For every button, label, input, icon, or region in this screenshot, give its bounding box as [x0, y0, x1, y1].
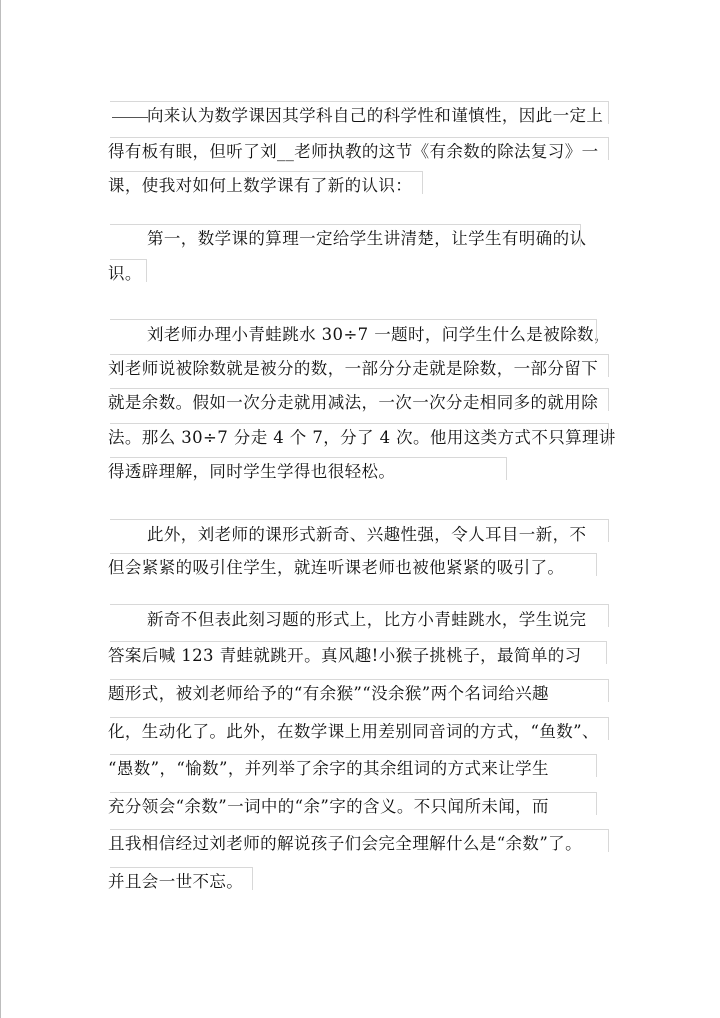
line-box-edge	[110, 829, 609, 852]
paragraph-line: 并且会一世不忘。	[108, 872, 244, 891]
line-box-edge	[110, 641, 607, 664]
line-box-edge	[110, 319, 597, 342]
paragraph-line: 新奇不但表此刻习题的形式上，比方小青蛙跳水，学生说完	[147, 610, 587, 629]
line-box-edge	[110, 423, 609, 446]
paragraph-line: 识。	[108, 264, 142, 283]
line-box-edge	[110, 867, 253, 890]
line-box-edge	[110, 604, 609, 627]
paragraph-line: 课，使我对如何上数学课有了新的认识：	[108, 176, 413, 195]
line-box-edge	[110, 354, 609, 377]
paragraph-line: 刘老师办理小青蛙跳水 30÷7 一题时，问学生什么是被除数，	[147, 325, 611, 344]
page-left-border	[0, 0, 1, 1018]
paragraph-line: 第一，数学课的算理一定给学生讲清楚，让学生有明确的认	[147, 229, 587, 248]
line-box-edge	[110, 792, 597, 815]
line-box-edge	[110, 224, 581, 247]
paragraph-line: 但会紧紧的吸引住学生，就连听课老师也被他紧紧的吸引了。	[108, 558, 565, 577]
paragraph-line: “愚数”，“愉数”，并列举了余字的其余组词的方式来让学生	[108, 759, 549, 778]
paragraph-line: 此外，刘老师的课形式新奇、兴趣性强，令人耳目一新，不	[147, 525, 587, 544]
line-box-edge	[110, 519, 609, 542]
paragraph-line: 刘老师说被除数就是被分的数，一部分分走就是除数，一部分留下	[108, 359, 599, 378]
paragraph-line: 答案后喊 123 青蛙就跳开。真风趣!小猴子挑桃子，最简单的习	[108, 646, 582, 665]
line-box-edge	[110, 171, 423, 194]
line-box-edge	[110, 679, 609, 702]
line-box-edge	[110, 553, 597, 576]
paragraph-line: 充分领会“余数”一词中的“余”字的含义。不只闻所未闻，而	[108, 797, 549, 816]
paragraph-line: 题形式，被刘老师给予的“有余猴”“没余猴”两个名词给兴趣	[108, 684, 549, 703]
line-box-edge	[110, 717, 609, 740]
paragraph-line: 向来认为数学课因其学科自己的科学性和谨慎性，因此一定上	[147, 106, 604, 125]
line-box-edge	[110, 101, 609, 124]
paragraph-line: 且我相信经过刘老师的解说孩子们会完全理解什么是“余数”了。	[108, 834, 582, 853]
line-box-edge	[110, 259, 147, 282]
paragraph-line: 就是余数。假如一次分走就用减法，一次一次分走相同多的就用除	[108, 393, 599, 412]
line-box-edge	[110, 457, 507, 480]
paragraph-line: 化，生动化了。此外，在数学课上用差别同音词的方式，“鱼数”、	[108, 722, 599, 741]
paragraph-line: 法。那么 30÷7 分走 4 个 7，分了 4 次。他用这类方式不只算理讲	[108, 428, 616, 447]
line-box-edge	[110, 137, 609, 160]
line-box-edge	[110, 388, 609, 411]
line-box-edge	[110, 754, 597, 777]
paragraph-line: 得有板有眼，但听了刘__老师执教的这节《有余数的除法复习》一	[108, 142, 599, 161]
paragraph-line: 得透辟理解，同时学生学得也很轻松。	[108, 462, 396, 481]
